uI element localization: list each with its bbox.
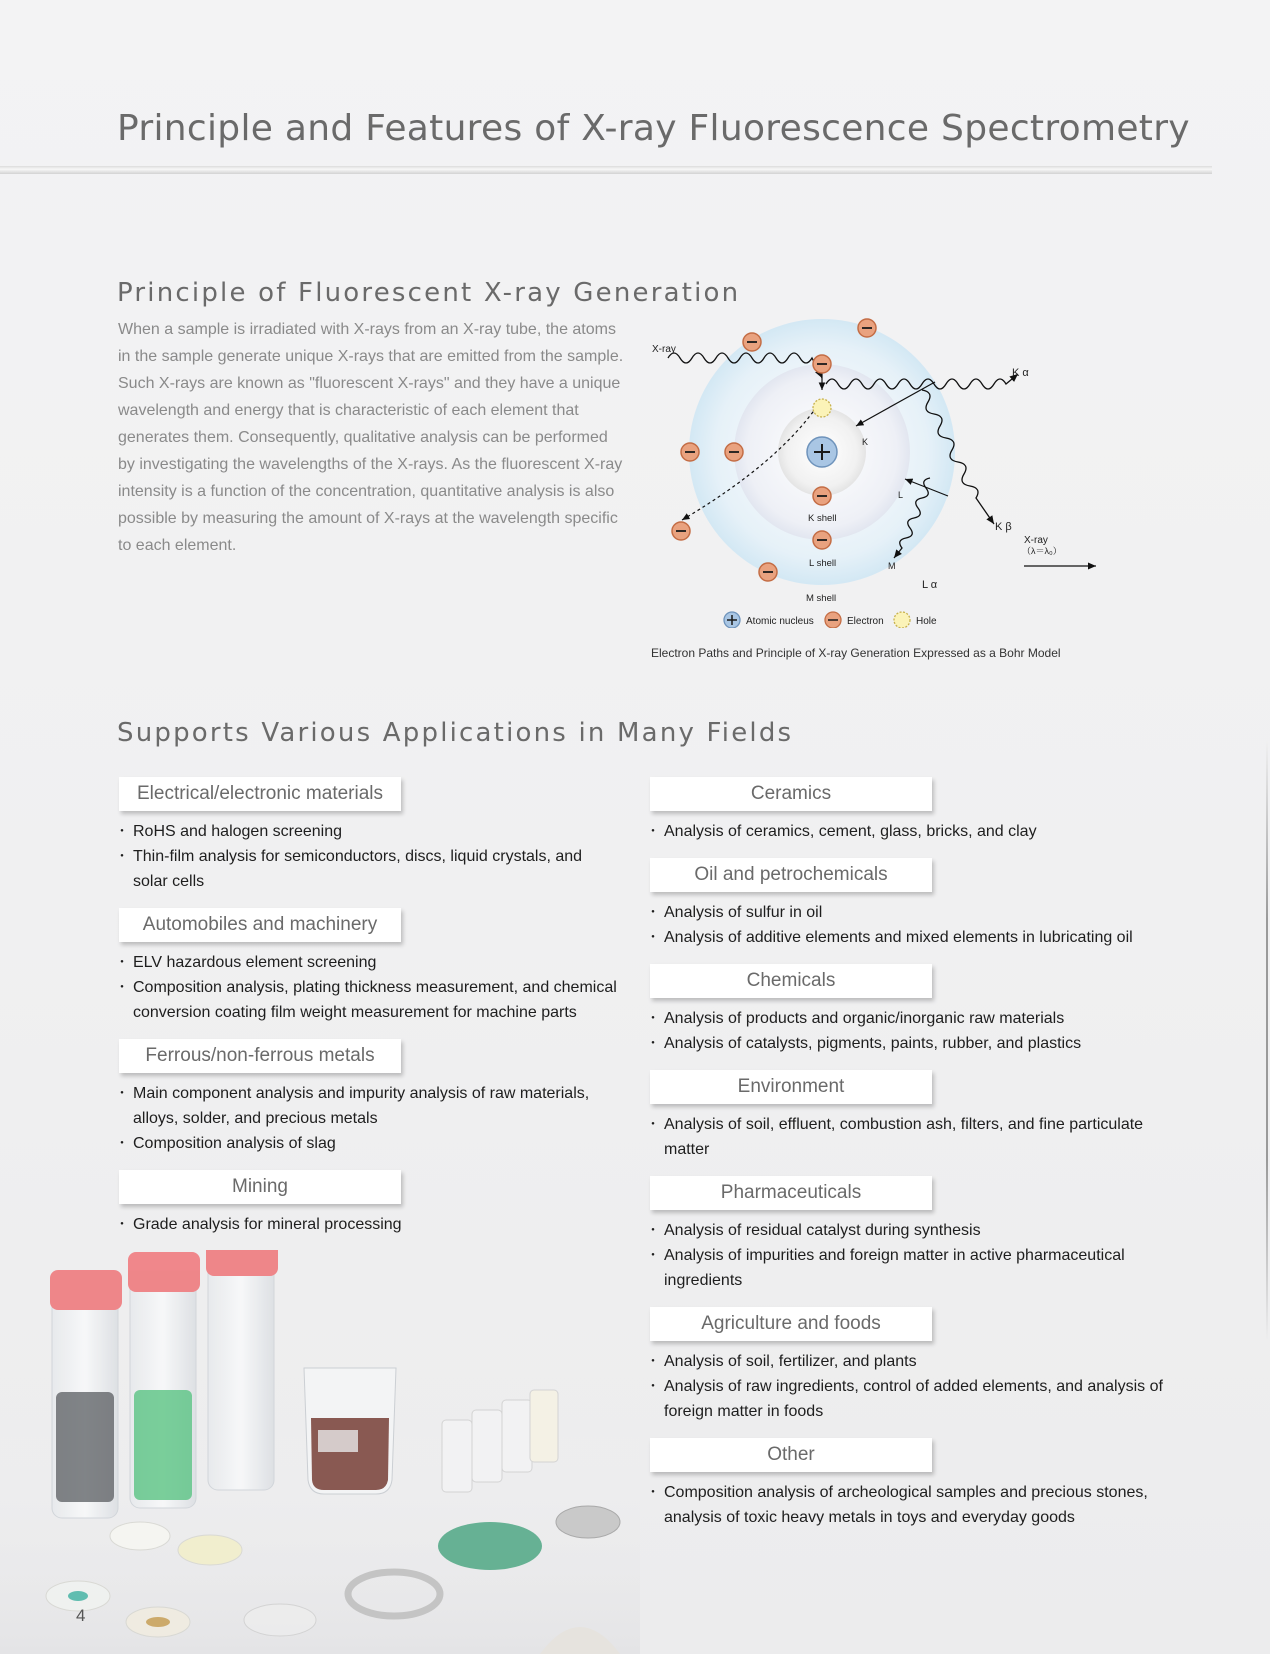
application-category	[119, 908, 619, 1025]
lab-samples-photo	[0, 1250, 640, 1654]
legend-nucleus-label: Atomic nucleus	[746, 616, 814, 627]
application-item: ・ Analysis of impurities and foreign matter in active pharmaceutical ingredients	[650, 1243, 1170, 1293]
application-category-label: Chemicals	[650, 964, 932, 998]
legend-nucleus-icon	[724, 612, 740, 628]
diagram-caption: Electron Paths and Principle of X-ray Generation Expressed as a Bohr Model	[651, 646, 1061, 660]
page-title: Principle and Features of X-ray Fluorescence Spectrometry	[117, 108, 1190, 149]
application-item: ・ Analysis of raw ingredients, control of added elements, and analysis of foreign matter in foods	[650, 1374, 1170, 1424]
application-category	[650, 777, 1170, 844]
application-item-list	[650, 900, 1170, 950]
electron	[759, 563, 777, 581]
application-item-list	[650, 1112, 1170, 1162]
application-category-label: Agriculture and foods	[650, 1307, 932, 1341]
applications-heading: Supports Various Applications in Many Fields	[117, 718, 794, 748]
application-item: ・ Main component analysis and impurity analysis of raw materials, alloys, solder, and precious metals	[119, 1081, 619, 1131]
application-category-label: Other	[650, 1438, 932, 1472]
application-item: ・ Analysis of sulfur in oil	[650, 900, 1170, 925]
application-category-label: Mining	[119, 1170, 401, 1204]
legend-hole-label: Hole	[916, 616, 937, 627]
diagram-legend	[724, 612, 937, 628]
electron	[813, 355, 831, 373]
label-xray-in: X-ray	[652, 344, 676, 355]
principle-heading: Principle of Fluorescent X-ray Generation	[117, 278, 741, 308]
application-item-list	[119, 1212, 619, 1237]
application-category	[650, 1070, 1170, 1162]
atomic-nucleus	[807, 437, 837, 467]
bohr-model-diagram	[640, 312, 1100, 628]
label-k: K	[862, 437, 869, 447]
electron	[672, 522, 690, 540]
legend-electron-label: Electron	[847, 616, 884, 627]
label-l: L	[898, 490, 904, 500]
application-category	[650, 1307, 1170, 1424]
application-item: ・ Analysis of catalysts, pigments, paints, rubber, and plastics	[650, 1031, 1170, 1056]
application-category	[650, 858, 1170, 950]
page-edge-shadow	[1266, 740, 1268, 1340]
application-item: ・ Analysis of soil, fertilizer, and plants	[650, 1349, 1170, 1374]
sample-tube-clear	[206, 1250, 278, 1490]
label-k-shell: K shell	[808, 513, 837, 524]
application-item-list	[650, 1480, 1170, 1530]
application-item-list	[650, 819, 1170, 844]
application-category-label: Oil and petrochemicals	[650, 858, 932, 892]
title-divider	[0, 166, 1212, 174]
electron	[813, 487, 831, 505]
application-item: ・ Analysis of additive elements and mixed elements in lubricating oil	[650, 925, 1170, 950]
application-category-label: Ferrous/non-ferrous metals	[119, 1039, 401, 1073]
label-m: M	[888, 561, 896, 571]
application-category-label: Ceramics	[650, 777, 932, 811]
application-item: ・ ELV hazardous element screening	[119, 950, 619, 975]
application-item-list	[650, 1218, 1170, 1293]
application-item: ・ Analysis of ceramics, cement, glass, bricks, and clay	[650, 819, 1170, 844]
application-item-list	[119, 1081, 619, 1156]
application-category	[119, 1170, 619, 1237]
green-disc	[438, 1522, 542, 1570]
label-l-shell: L shell	[809, 558, 837, 569]
label-xray-formula: （λ＝λ₀）	[1022, 546, 1062, 556]
application-category	[650, 1438, 1170, 1530]
label-k-alpha: K α	[1012, 367, 1029, 379]
electron	[858, 319, 876, 337]
metal-disc	[556, 1506, 620, 1538]
application-item: ・ Composition analysis of slag	[119, 1131, 619, 1156]
label-m-shell: M shell	[806, 593, 837, 604]
application-item-list	[650, 1349, 1170, 1424]
application-item: ・ Analysis of residual catalyst during synthesis	[650, 1218, 1170, 1243]
application-category-label: Electrical/electronic materials	[119, 777, 401, 811]
application-category-label: Automobiles and machinery	[119, 908, 401, 942]
application-item: ・ Composition analysis, plating thickness measurement, and chemical conversion coating film weight measurement for machine parts	[119, 975, 619, 1025]
application-item-list	[119, 819, 619, 894]
principle-body: When a sample is irradiated with X-rays from an X-ray tube, the atoms in the sample generate unique X-rays that are emitted from the sample. Such X-rays are known as "fluorescent X-rays" and they have a unique wavelength and energy that is characteristic of each element that generates them. Consequently, qualitative analysis can be performed by investigating the wavelengths of the X-rays. As the fluorescent X-ray intensity is a function of the concentration, quantitative analysis is also possible by measuring the amount of X-rays at the wavelength specific to each element.	[118, 321, 624, 554]
application-item: ・ Thin-film analysis for semiconductors, discs, liquid crystals, and solar cells	[119, 844, 619, 894]
application-item-list	[650, 1006, 1170, 1056]
electron	[813, 531, 831, 549]
electron	[743, 333, 761, 351]
application-category	[650, 1176, 1170, 1293]
label-l-alpha: L α	[922, 579, 938, 591]
applications-right-column	[650, 777, 1170, 1544]
application-category	[650, 964, 1170, 1056]
sample-tube-dark	[50, 1270, 122, 1518]
page-number: 4	[76, 1606, 86, 1625]
electron	[681, 443, 699, 461]
beaker	[304, 1368, 396, 1494]
label-k-beta: K β	[995, 521, 1012, 533]
label-xray-out: X-ray	[1024, 535, 1048, 546]
application-category-label: Pharmaceuticals	[650, 1176, 932, 1210]
electron	[725, 443, 743, 461]
applications-left-column	[119, 777, 619, 1251]
legend-electron-icon	[825, 612, 841, 628]
application-item: ・ Analysis of products and organic/inorganic raw materials	[650, 1006, 1170, 1031]
legend-hole-icon	[894, 612, 910, 628]
application-item: ・ Composition analysis of archeological samples and precious stones, analysis of toxic heavy metals in toys and everyday goods	[650, 1480, 1170, 1530]
application-item: ・ RoHS and halogen screening	[119, 819, 619, 844]
sample-tube-green	[128, 1252, 200, 1508]
application-category	[119, 1039, 619, 1156]
application-item-list	[119, 950, 619, 1025]
application-category-label: Environment	[650, 1070, 932, 1104]
application-category	[119, 777, 619, 894]
hole-marker	[813, 399, 831, 417]
application-item: ・ Analysis of soil, effluent, combustion ash, filters, and fine particulate matter	[650, 1112, 1170, 1162]
application-item: ・ Grade analysis for mineral processing	[119, 1212, 619, 1237]
